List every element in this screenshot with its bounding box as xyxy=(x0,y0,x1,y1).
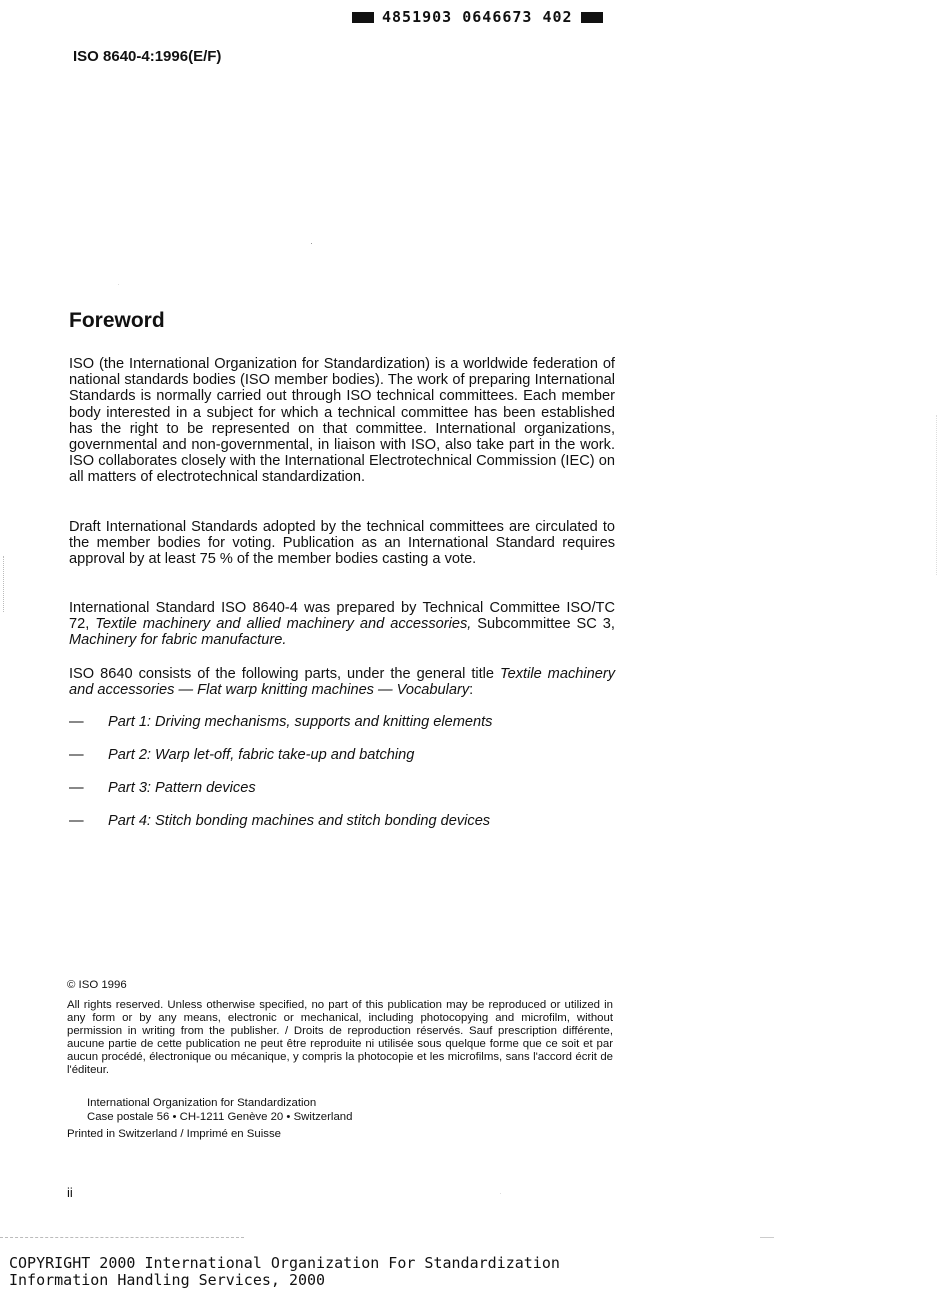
p3-subcommittee-title: Machinery for fabric manufacture. xyxy=(69,632,287,649)
p4-general-title: Textile machinery and accessories — Flat warp knitting machines — Vocabulary xyxy=(69,666,616,699)
p4-colon: : xyxy=(469,682,474,699)
divider xyxy=(760,1237,774,1238)
barcode-header xyxy=(352,8,603,26)
scan-margin-mark xyxy=(3,556,4,612)
list-dash: — xyxy=(69,714,84,730)
copyright-rights-text: All rights reserved. Unless otherwise specified, no part of this publication may be reproduced or utilized in any form or by any means, electronic or mechanical, including photocopying and microfilm, without permission in writing from the publisher. / Droits de reproduction réservés. Sauf prescription différente, aucune partie de cette publication ne peut être reproduite ni utilisée sous quelque forme que ce soit et par aucun procédé, électronique ou mécanique, y compris la photocopie et les microfilms, sans l'accord écrit de l'éditeur. xyxy=(67,999,613,1076)
page-number: ii xyxy=(67,1185,73,1200)
copyright-footer xyxy=(9,1255,560,1289)
list-item xyxy=(69,747,414,764)
footer-line-1: COPYRIGHT 2000 International Organization For Standardization xyxy=(9,1254,560,1272)
scan-speck xyxy=(311,243,312,244)
copyright-notice: © ISO 1996 xyxy=(67,979,127,991)
publisher-address xyxy=(87,1097,352,1124)
barcode-block-right xyxy=(581,12,603,23)
p3-committee-title: Textile machinery and allied machinery and accessories, xyxy=(95,616,472,633)
list-dash: — xyxy=(69,813,84,829)
foreword-paragraph-1: ISO (the International Organization for Standardization) is a worldwide federation of national standards bodies (ISO member bodies). The work of preparing International Standards is normally carried out through ISO technical committees. Each member body interested in a subject for which a technical committee has been established has the right to be represented on that committee. International organizations, governmental and non-governmental, in liaison with ISO, also take part in the work. ISO collaborates closely with the International Electrotechnical Commission (IEC) on all matters of electrotechnical standardization. xyxy=(69,356,615,486)
part-title: Part 1: Driving mechanisms, supports and knitting elements xyxy=(108,714,493,730)
p3-text-a: International Standard ISO 8640-4 was prepared by Technical Committee ISO/TC 72, xyxy=(69,600,615,633)
part-title: Part 3: Pattern devices xyxy=(108,780,256,796)
part-title: Part 4: Stitch bonding machines and stitch bonding devices xyxy=(108,813,491,829)
scan-speck xyxy=(500,1193,501,1194)
printed-in: Printed in Switzerland / Imprimé en Suisse xyxy=(67,1128,281,1140)
list-dash: — xyxy=(69,747,84,763)
foreword-paragraph-3 xyxy=(69,600,615,649)
p3-text-c: Subcommittee SC 3, xyxy=(477,616,615,633)
publisher-postal-address: Case postale 56 • CH-1211 Genève 20 • Switzerland xyxy=(87,1110,353,1123)
foreword-heading: Foreword xyxy=(69,309,165,332)
part-title: Part 2: Warp let-off, fabric take-up and batching xyxy=(108,747,415,763)
foreword-paragraph-4 xyxy=(69,666,615,698)
foreword-paragraph-2: Draft International Standards adopted by the technical committees are circulated to the member bodies for voting. Publication as an International Standard requires approval by at least 75 % of the member bodies casting a vote. xyxy=(69,519,615,568)
document-id: ISO 8640-4:1996(E/F) xyxy=(73,48,222,65)
divider xyxy=(0,1237,244,1238)
scan-margin-mark xyxy=(936,415,937,575)
footer-line-2: Information Handling Services, 2000 xyxy=(9,1271,326,1289)
list-item xyxy=(69,813,490,830)
list-item xyxy=(69,780,256,797)
barcode-block-left xyxy=(352,12,374,23)
barcode-number: 4851903 0646673 402 xyxy=(382,8,573,26)
scan-speck xyxy=(118,284,119,285)
list-dash: — xyxy=(69,780,84,796)
list-item xyxy=(69,714,492,731)
publisher-name: International Organization for Standardization xyxy=(87,1097,317,1109)
p4-text-a: ISO 8640 consists of the following parts, under the general title xyxy=(69,666,495,682)
